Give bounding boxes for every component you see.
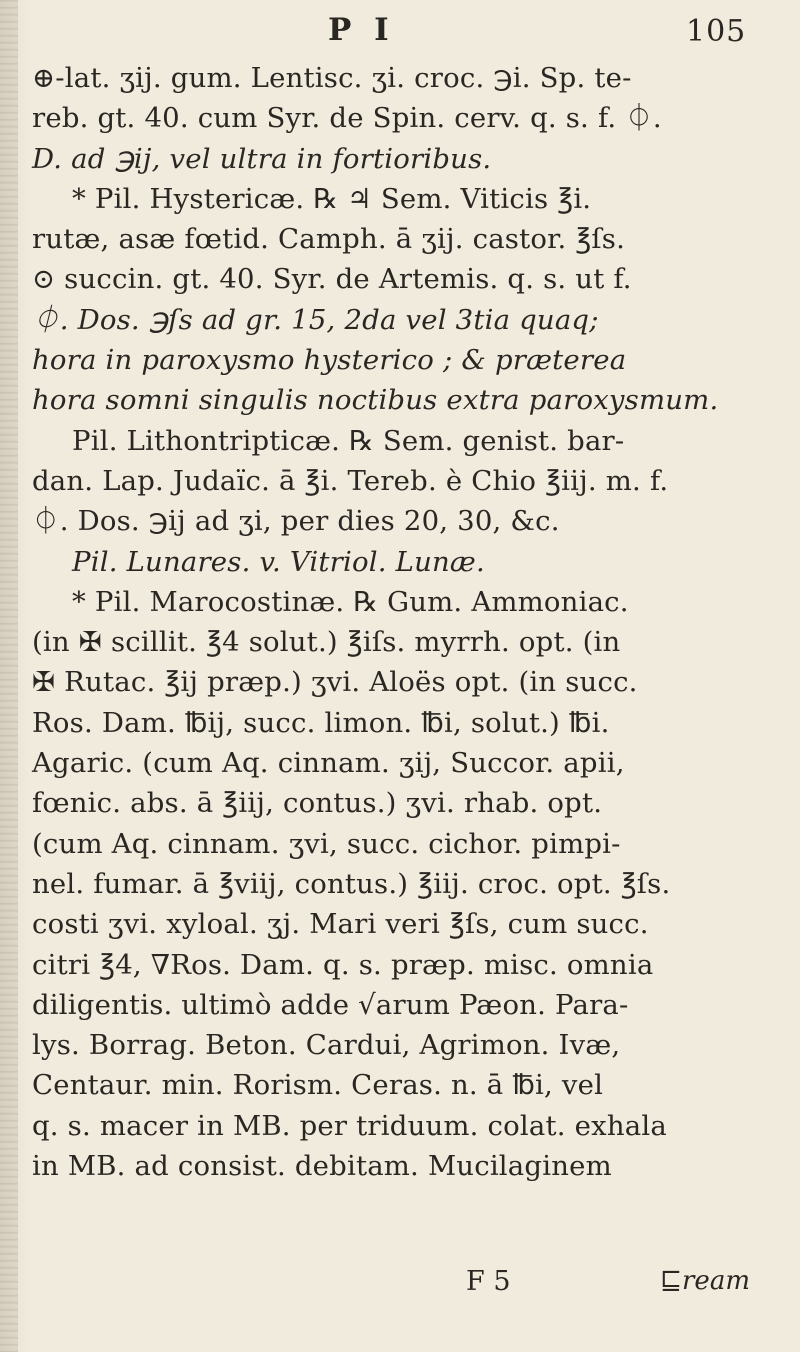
page-header <box>0 8 800 52</box>
signature-mark: F 5 <box>466 1266 511 1297</box>
text-line: ⊕-lat. ʒij. gum. Lentisc. ʒi. croc. ℈i. Sp. te- <box>32 62 632 94</box>
text-line: ✠ Rutac. ℥ij præp.) ʒvi. Aloës opt. (in succ. <box>32 666 638 699</box>
text-line: nel. fumar. ā ℥viij, contus.) ℥iij. croc. opt. ℥ſs. <box>32 867 671 900</box>
text-line: hora in paroxysmo hysterico ; & præterea <box>32 344 627 377</box>
text-line: * Pil. Hystericæ. ℞ ♃ Sem. Viticis ℥i. <box>72 182 592 215</box>
text-line: in MB. ad consist. debitam. Mucilaginem <box>32 1150 612 1183</box>
text-line: Agaric. (cum Aq. cinnam. ʒij, Succor. apii, <box>32 747 625 780</box>
page-number: 105 <box>686 14 747 49</box>
text-line: Pil. Lithontripticæ. ℞ Sem. genist. bar- <box>72 424 625 457</box>
running-title: P I <box>328 12 395 48</box>
text-line: ⏀. Dos. ℈ſs ad gr. 15, 2da vel 3tia quaq; <box>32 303 599 336</box>
text-line: diligentis. ultimò adde √arum Pæon. Para- <box>32 988 629 1021</box>
text-line: * Pil. Marocostinæ. ℞ Gum. Ammoniac. <box>72 585 629 618</box>
text-line: D. ad ℈ij, vel ultra in fortioribus. <box>32 142 492 175</box>
text-line: hora somni singulis noctibus extra paroxysmum. <box>32 384 719 417</box>
text-line: (cum Aq. cinnam. ʒvi, succ. cichor. pimpi- <box>32 827 621 860</box>
text-line: ⊙ succin. gt. 40. Syr. de Artemis. q. s. ut f. <box>32 263 632 296</box>
page-footer <box>0 1266 800 1306</box>
text-line: citri ℥4, ∇Ros. Dam. q. s. præp. misc. omnia <box>32 948 654 981</box>
text-line: Centaur. min. Rorism. Ceras. n. ā ℔i, vel <box>32 1069 604 1102</box>
text-line: lys. Borrag. Beton. Cardui, Agrimon. Ivæ, <box>32 1029 621 1062</box>
page-gutter-shadow <box>0 0 18 1352</box>
text-line: ⏀. Dos. ℈ij ad ʒi, per dies 20, 30, &c. <box>32 505 560 538</box>
text-line: Pil. Lunares. v. Vitriol. Lunæ. <box>72 545 485 578</box>
text-line: rutæ, asæ fœtid. Camph. ā ʒij. castor. ℥ſs. <box>32 223 626 256</box>
text-line: q. s. macer in MB. per triduum. colat. exhala <box>32 1109 667 1142</box>
text-line: costi ʒvi. xyloal. ʒj. Mari veri ℥ſs, cum succ. <box>32 908 649 941</box>
text-line: dan. Lap. Judaïc. ā ℥i. Tereb. è Chio ℥iij. m. f. <box>32 464 669 497</box>
page-body-text <box>32 58 790 1186</box>
text-line: reb. gt. 40. cum Syr. de Spin. cerv. q. s. f. ⏀. <box>32 102 662 135</box>
catchword: ⊑ream <box>660 1266 750 1296</box>
text-line: (in ✠ scillit. ℥4 solut.) ℥iſs. myrrh. opt. (in <box>32 626 621 659</box>
text-line: fœnic. abs. ā ℥iij, contus.) ʒvi. rhab. opt. <box>32 787 603 820</box>
text-line: Ros. Dam. ℔ij, succ. limon. ℔i, solut.) ℔i. <box>32 706 610 739</box>
